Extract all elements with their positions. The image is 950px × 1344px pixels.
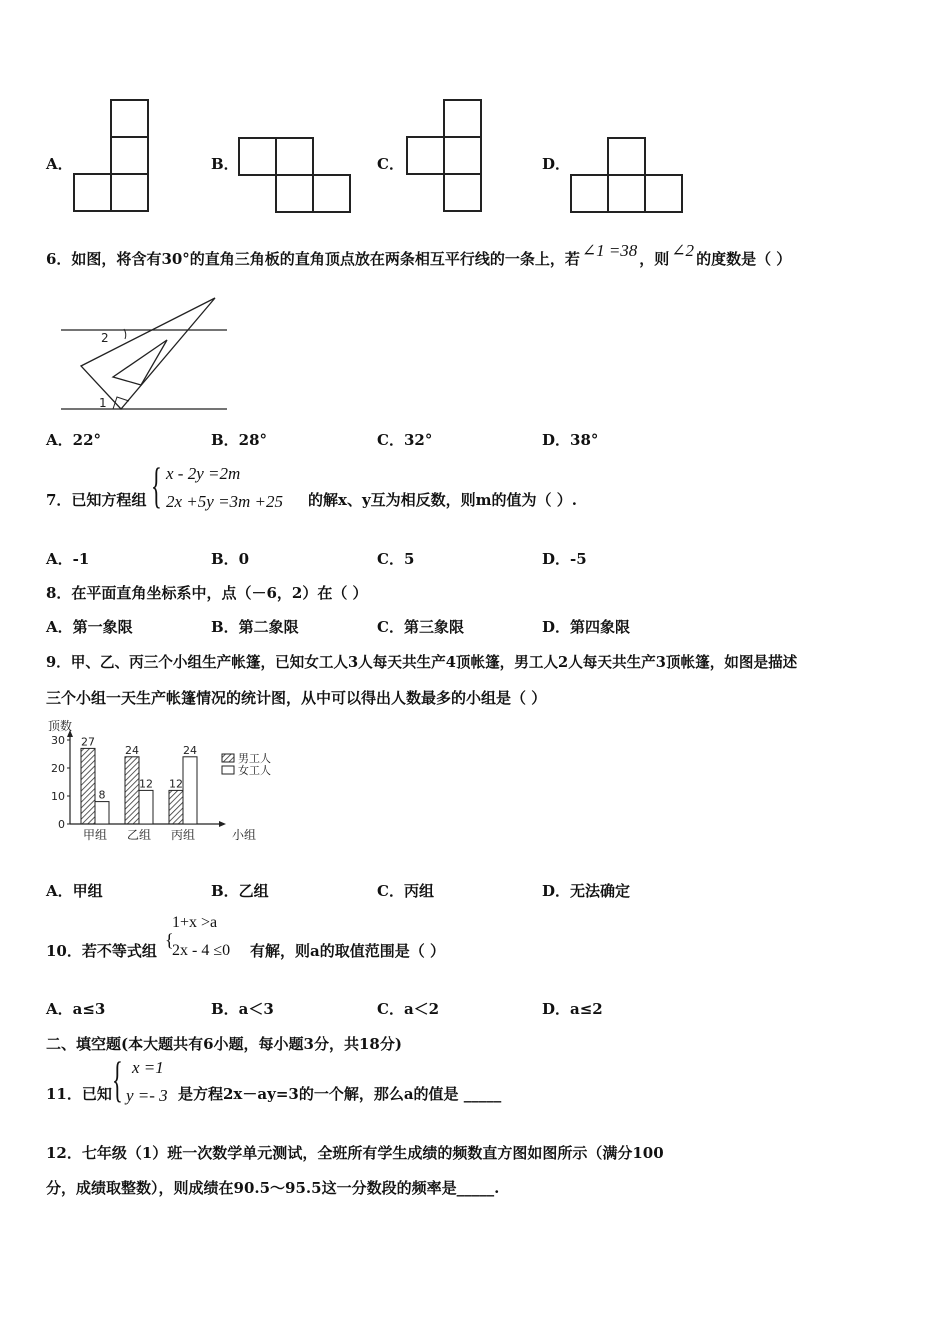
q9-stem-line2: 三个小组一天生产帐篷情况的统计图，从中可以得出人数最多的小组是（ ） [46,689,547,707]
x-axis-label: 小组 [232,828,257,842]
q10-option-b: B．a＜3 [211,1000,274,1018]
q5-option-b-label: B． [211,155,239,173]
q8-stem: 8．在平面直角坐标系中，点（－6，2）在（ ） [46,584,368,602]
q6-option-a: A．22° [46,431,102,449]
q7-equation-1: x - 2y =2m [166,464,241,483]
q7-brace: { [151,457,162,513]
legend-label: 女工人 [238,764,271,777]
q5-option-d-label: D． [542,155,571,173]
q9-option-b: B．乙组 [211,882,269,900]
q5-option-c-label: C． [377,155,404,173]
y-tick-label: 20 [51,762,65,775]
q7-stem-tail: 的解x、y互为相反数，则m的值为（ ）. [308,491,577,509]
section2-title: 二、填空题(本大题共有6小题，每小题3分，共18分) [46,1035,402,1053]
q7-option-b: B．0 [211,550,250,568]
q10-option-c: C．a＜2 [377,1000,440,1018]
q6-stem [46,241,792,269]
y-tick-label: 30 [51,734,65,747]
q5-option-a-label: A． [46,155,73,173]
q6-angle1-expression: ∠1 =38 [581,241,638,260]
bar [95,802,109,824]
bar-data-label: 12 [139,777,153,791]
q6-triangle-figure [55,290,235,415]
q7-option-d: D．-5 [542,550,587,568]
q11-stem-tail: 是方程2x－ay=3的一个解，那么a的值是 _____ [178,1085,502,1103]
bar-data-label: 24 [125,743,139,757]
q7-stem-label: 7．已知方程组 [46,491,147,509]
q10-option-d: D．a≤2 [542,1000,603,1018]
q8-option-d: D．第四象限 [542,618,631,636]
legend-swatch [222,766,234,774]
x-tick-label: 甲组 [82,828,108,842]
q9-option-c: C．丙组 [377,882,434,900]
q7-option-a: A．-1 [46,550,90,568]
x-tick-label: 乙组 [126,828,152,842]
q10-stem-tail: 有解，则a的取值范围是（ ） [250,942,445,960]
q5-option-c-figure [403,98,487,214]
bar [169,790,183,824]
q5-option-a-figure [70,98,154,214]
q12-line2: 分，成绩取整数），则成绩在90.5～95.5这一分数段的频率是_____. [46,1179,500,1197]
q9-option-a: A．甲组 [46,882,103,900]
y-tick-label: 0 [58,818,65,831]
q11-stem-label: 11．已知 [46,1085,112,1103]
bar-data-label: 8 [98,788,106,802]
bar [183,757,197,824]
q6-option-d: D．38° [542,431,599,449]
bar [125,757,139,824]
angle2-label: 2 [101,331,109,345]
bar-data-label: 24 [183,743,197,757]
q7-equation-2: 2x +5y =3m +25 [166,492,284,511]
q10-stem-label: 10．若不等式组 [46,942,157,960]
legend-swatch [222,754,234,762]
q11-brace: { [112,1051,123,1107]
q12-line1: 12．七年级（1）班一次数学单元测试，全班所有学生成绩的频数直方图如图所示（满分100 [46,1144,664,1162]
q5-option-b-figure [236,135,352,215]
y-tick-label: 10 [51,790,65,803]
q11-equation-2: y =- 3 [126,1086,168,1105]
bar-data-label: 27 [81,735,95,749]
legend-label: 男工人 [238,752,271,765]
angle1-label: 1 [99,396,107,410]
q9-stem-line1: 9．甲、乙、丙三个小组生产帐篷，已知女工人3人每天共生产4顶帐篷，男工人2人每天共生产3顶帐篷，如图是描述 [46,654,798,671]
q8-option-c: C．第三象限 [377,618,464,636]
q9-bar-chart [46,718,296,848]
inner-triangle [113,340,167,385]
q8-option-b: B．第二象限 [211,618,299,636]
q5-option-d-figure [568,135,686,215]
q8-option-a: A．第一象限 [46,618,133,636]
q7-option-c: C．5 [377,550,415,568]
q10-inequality-2: 2x - 4 ≤0 [172,942,231,959]
q6-stem-part-b: ，则 [639,250,670,268]
bar-data-label: 12 [169,777,183,791]
q6-option-c: C．32° [377,431,433,449]
q6-option-b: B．28° [211,431,268,449]
q6-angle2-expression: ∠2 [671,241,695,260]
x-axis-arrow [219,821,226,827]
x-tick-label: 丙组 [170,828,196,842]
q9-option-d: D．无法确定 [542,882,631,900]
bar [139,790,153,824]
q10-option-a: A．a≤3 [46,1000,106,1018]
q10-inequality-1: 1+x >a [172,914,218,931]
q10-brace: { [165,930,174,950]
q6-stem-part-a: 6．如图，将含有30°的直角三角板的直角顶点放在两条相互平行线的一条上，若 [46,250,580,268]
q11-equation-1: x =1 [132,1058,164,1077]
bar [81,748,95,824]
y-axis-label: 顶数 [48,719,73,733]
q6-stem-part-c: 的度数是（ ） [696,250,792,268]
